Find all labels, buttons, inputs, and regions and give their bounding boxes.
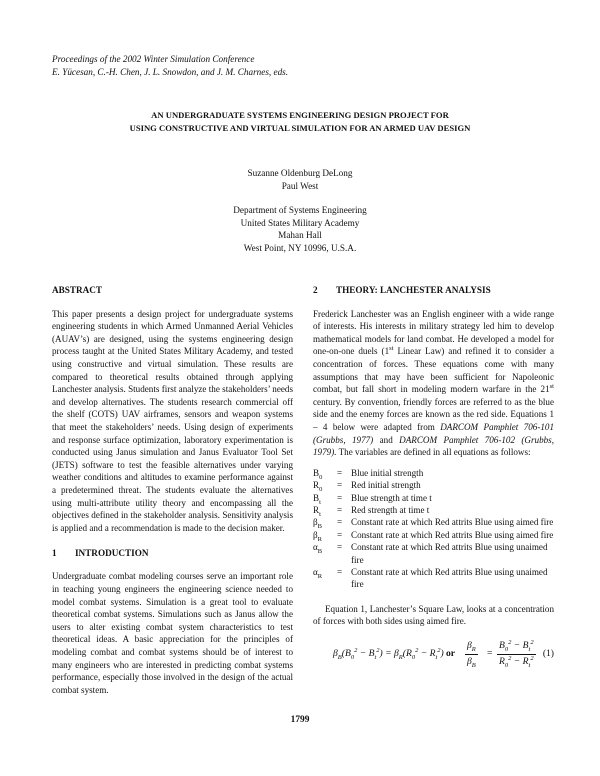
variable-symbol: $\beta_R$ bbox=[313, 529, 322, 543]
equation-1 bbox=[313, 638, 554, 674]
variable-symbol: $R_0$ bbox=[313, 480, 323, 493]
variable-definition: Red initial strength bbox=[351, 480, 421, 491]
equation-equals: = bbox=[487, 647, 493, 659]
variable-row bbox=[313, 479, 554, 491]
author-name: Paul West bbox=[281, 180, 319, 191]
abstract-heading: ABSTRACT bbox=[52, 285, 103, 295]
variable-equals: = bbox=[337, 529, 343, 540]
variable-definition: Constant rate at which Red attrits Blue using unaimed fire bbox=[351, 542, 548, 565]
author-name: Suzanne Oldenburg DeLong bbox=[247, 168, 353, 178]
variable-definition: Blue initial strength bbox=[351, 467, 424, 478]
citation: DARCOM Pamphlet 706-102 (Grubbs, 1979). bbox=[313, 434, 554, 458]
variable-symbol: $\alpha_R$ bbox=[313, 566, 323, 580]
variable-equals: = bbox=[337, 517, 343, 528]
variable-definitions bbox=[313, 467, 554, 591]
equation-fraction-strengths bbox=[497, 640, 536, 668]
variable-equals: = bbox=[337, 504, 343, 515]
proceedings-line-1: Proceedings of the 2002 Winter Simulation Conference bbox=[52, 54, 255, 64]
variable-definition: Constant rate at which Red attrits Blue using unaimed fire bbox=[351, 566, 548, 590]
equation-or: or bbox=[446, 647, 456, 659]
variable-definition: Red strength at time t bbox=[351, 504, 430, 515]
variable-row bbox=[313, 504, 554, 516]
variable-equals: = bbox=[337, 566, 343, 577]
page-number: 1799 bbox=[290, 715, 310, 725]
theory-paragraph: Frederick Lanchester was an English engineer with a wide range of interests. His interests in military strategy led him to develop mathematical models for land combat. He developed a model for one-on-one duels (1st Linear Law) and refined it to consider a concentration of forces. These equations come with many assumptions that may have been sufficient for Napoleonic combat, but fall short in modeling modern warfare in the 21st century. By convention, friendly forces are referred to as the blue side and the enemy forces are known as the red side. Equations 1 – 4 below were adapted from DARCOM Pamphlet 706-101 (Grubbs, 1977) and DARCOM Pamphlet 706-102 (Grubbs, 1979). The variables are defined in all equations as follows: bbox=[313, 308, 554, 458]
variable-equals: = bbox=[337, 480, 343, 491]
variable-definition: Constant rate at which Red attrits Blue using aimed fire bbox=[351, 517, 554, 528]
variable-row bbox=[313, 566, 554, 591]
author-list bbox=[52, 167, 548, 192]
variable-equals: = bbox=[337, 492, 343, 503]
variable-row bbox=[313, 492, 554, 504]
introduction-heading: 1 INTRODUCTION bbox=[52, 547, 149, 558]
citation: DARCOM Pamphlet 706-101 (Grubbs, 1977) bbox=[313, 421, 554, 445]
variable-row bbox=[313, 541, 554, 566]
fraction-numerator: $B_0^2 - B_t^2$ bbox=[499, 638, 534, 653]
variable-definition: Blue strength at time t bbox=[351, 492, 432, 503]
affiliation-line: United States Military Academy bbox=[240, 217, 360, 228]
equation-lhs: $\beta_B(B_0^2 - B_t^2) = \beta_R(R_0^2 - R_t^2)$ bbox=[333, 646, 444, 661]
variable-symbol: $\beta_B$ bbox=[313, 517, 322, 531]
variable-equals: = bbox=[337, 542, 343, 553]
paper-title bbox=[52, 109, 548, 134]
variable-row bbox=[313, 467, 554, 479]
variable-symbol: $R_t$ bbox=[313, 504, 321, 518]
left-column bbox=[52, 284, 293, 696]
variable-row bbox=[313, 529, 554, 541]
variable-symbol: $B_0$ bbox=[313, 467, 323, 481]
fraction-denominator: $\beta_B$ bbox=[467, 655, 476, 669]
variable-symbol: $\alpha_B$ bbox=[313, 542, 323, 555]
right-column bbox=[313, 284, 554, 674]
title-line-2: USING CONSTRUCTIVE AND VIRTUAL SIMULATION FOR AN ARMED UAV DESIGN bbox=[129, 122, 471, 133]
fraction-denominator: $R_0^2 - R_t^2$ bbox=[499, 654, 534, 669]
proceedings-line-2: E. Yücesan, C.-H. Chen, J. L. Snowdon, and J. M. Charnes, eds. bbox=[52, 66, 289, 77]
fraction-numerator: $\beta_R$ bbox=[467, 639, 476, 653]
affiliation-line: Mahan Hall bbox=[278, 230, 322, 240]
introduction-text: Undergraduate combat modeling courses serve an important role in teaching young engineers the engineering science needed to model combat systems. Simulation is a great tool to evaluate theoretical combat systems. Simulations such as Janus allow the users to alter existing combat system characteristics to test theoretical ideas. A basic appreciation for the principles of modeling combat and combat systems should be of interest to many engineers who are interested in predicting combat systems performance, especially those involved in the design of the actual combat system. bbox=[52, 571, 293, 695]
proceedings-header bbox=[52, 53, 288, 78]
theory-heading: 2 THEORY: LANCHESTER ANALYSIS bbox=[313, 285, 491, 295]
affiliation bbox=[52, 204, 548, 254]
affiliation-line: West Point, NY 10996, U.S.A. bbox=[243, 242, 357, 253]
affiliation-line: Department of Systems Engineering bbox=[233, 205, 367, 215]
variable-symbol: $B_t$ bbox=[313, 492, 321, 506]
variable-row bbox=[313, 516, 554, 528]
title-line-1: AN UNDERGRADUATE SYSTEMS ENGINEERING DESIGN PROJECT FOR bbox=[151, 110, 449, 120]
equation-number: (1) bbox=[542, 647, 554, 659]
variable-equals: = bbox=[337, 467, 343, 478]
abstract-text: This paper presents a design project for undergraduate systems engineering students in which Armed Unmanned Aerial Vehicles (AUAV’s) are designed, using the systems engineering design process taught at the United States Military Academy, and tested using constructive and virtual simulation. These results are compared to theoretical results obtained through applying Lanchester analysis. Students first analyze the stakeholders’ needs and develop alternatives. The students research commercial off the shelf (COTS) UAV airframes, sensors and weapon systems that meet the stakeholders’ needs. Using design of experiments and response surface optimization, laboratory experimentation is conducted using Janus simulation and Janus Evaluator Tool Set (JETS) software to test the feasible alternatives under varying weather conditions and altitudes to examine performance against a predetermined threat. The students evaluate the alternatives using multi-attribute utility theory and encompassing all the objectives defined in the stakeholder analysis. Sensitivity analysis is applied and a recommendation is made to the decision maker. bbox=[52, 308, 293, 533]
variable-definition: Constant rate at which Red attrits Blue using aimed fire bbox=[351, 529, 554, 540]
equation-intro: Equation 1, Lanchester’s Square Law, looks at a concentration of forces with both sides using aimed fire. bbox=[313, 603, 554, 627]
equation-fraction-rates bbox=[465, 640, 478, 668]
